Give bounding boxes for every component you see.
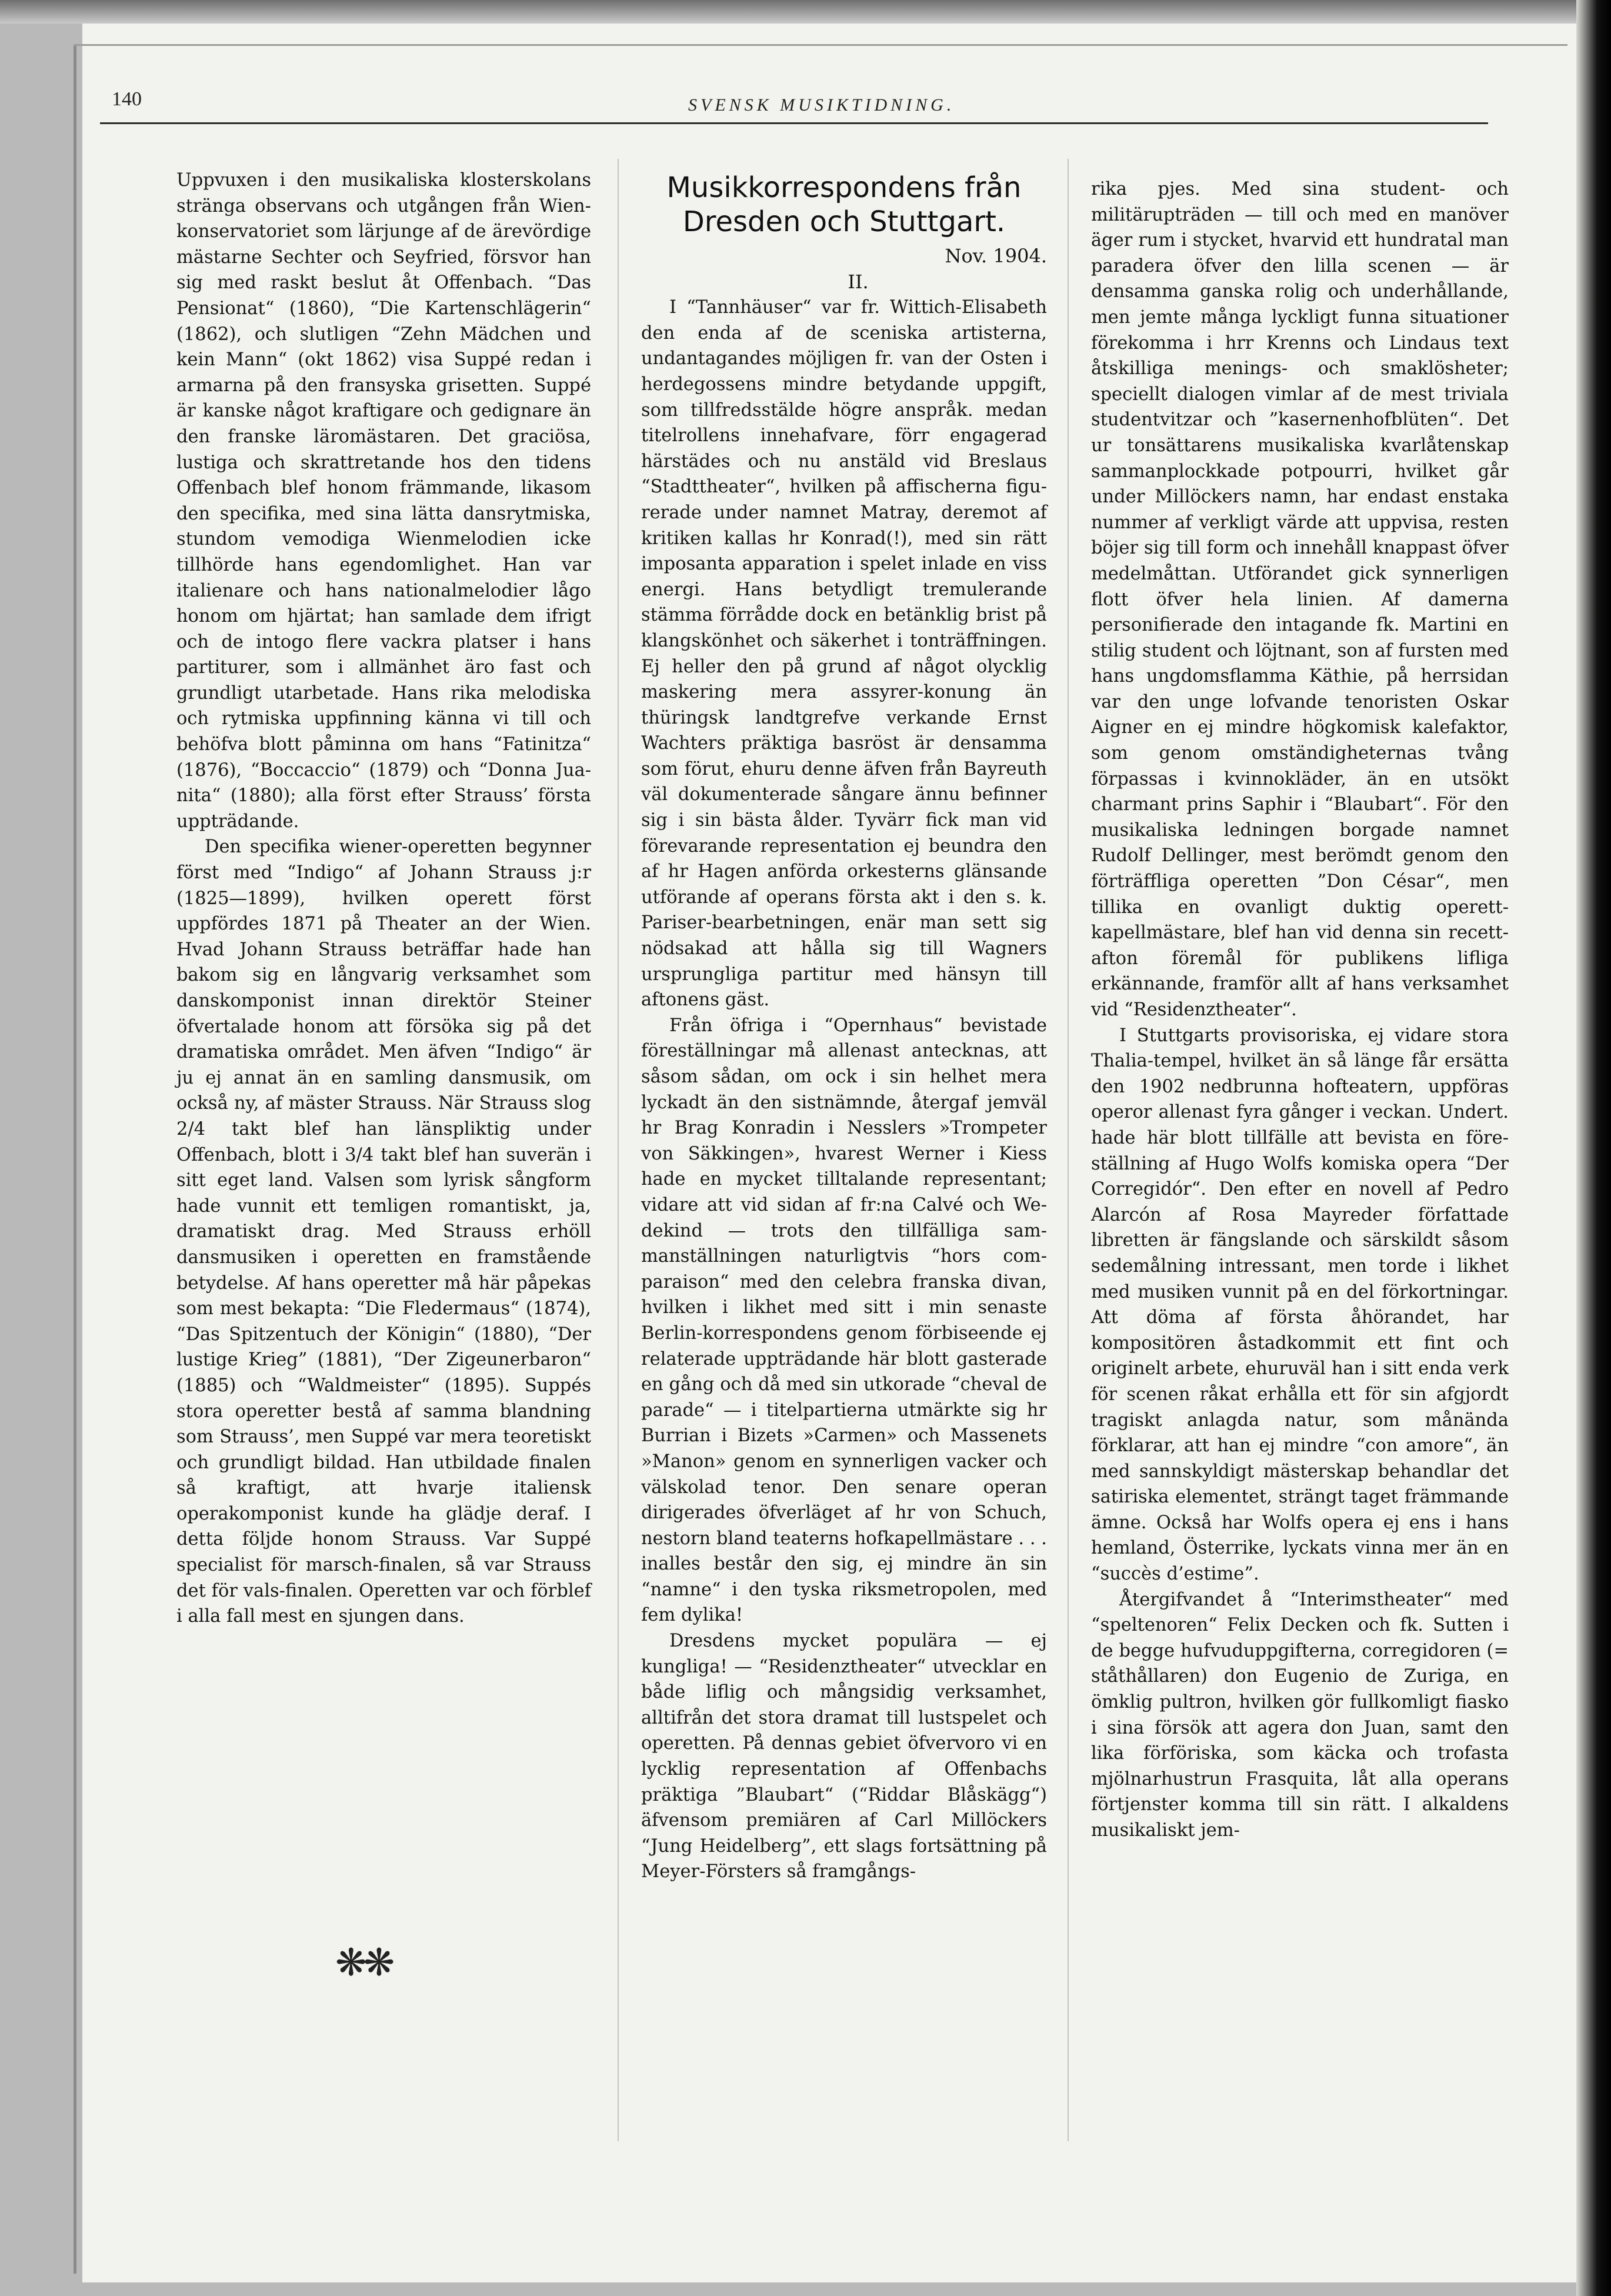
column-1 — [176, 168, 591, 1629]
paragraph: Uppvuxen i den musikaliska klosterskolans stränga observans och utgången från Wien-konservatoriet som lärjunge af de ärevördige mästarne Sechter och Seyfried, försvor han sig med raskt beslut åt Offenbach. “Das Pensionat“ (1860), “Die Kartenschlägerin“ (1862), och slutligen “Zehn Mädchen und kein Mann“ (okt 1862) visa Suppé redan i armarna på den fransyska grisetten. Suppé är kanske något kraftigare och gedignare än den franske läromästaren. Det graciösa, lustiga och skrattretande hos den tidens Offenbach blef honom främmande, likasom den specifika, med sina lätta dansrytmiska, stundom vemodiga Wienmelodien icke tillhörde hans egendomlighet. Han var italienare och hans nationalmelodier lågo honom om hjärtat; han samlade dem ifrigt och de intogo flere vackra platser i hans partiturer, som i allmänhet äro fast och grundligt utarbetade. Hans rika melodiska och rytmiska uppfinning känna vi till och behöfva blott påminna om hans “Fatinitza“ (1876), “Boccaccio“ (1879) och “Donna Juanita“ (1880); alla först efter Strauss’ första uppträdande. — [176, 170, 591, 832]
column-3 — [1091, 176, 1509, 1844]
paragraph: Dresdens mycket populära — ej kungliga! — “Residenztheater“ utvecklar en både liflig och mångsidig verksamhet, alltifrån det stora dramat till lustspelet och operetten. På dennas gebiet öfvervoro vi en lycklig representation af Offenbachs präktiga ”Blaubart“ (“Riddar Blåskägg“) äfvensom premiären af Carl Millöckers “Jung Heidelberg”, ett slags fortsättning på Meyer-Försters så framgångs- — [641, 1631, 1047, 1882]
paragraph: rika pjes. Med sina student- och militärupträden — till och med en manöver äger rum i stycket, hvarvid ett hundratal man paradera öfver den lilla scenen — är densamma ganska rolig och underhållande, men jemte många lyckligt funna situationer förekomma i hrr Krenns och Lindaus text åtskilliga menings- och smaklösheter; speciellt dialogen vimlar af de mest triviala studentvitzar och ”kasernenhofblüten“. Det ur tonsättarens musikaliska kvarlåtenskap sammanplockkade potpourri, hvilket går under Millöckers namn, har endast enstaka nummer af verkligt värde att uppvisa, resten böjer sig till form och innehåll knappast öfver medelmåttan. Utförandet gick synnerligen flott öfver hela linien. Af damerna personifierade den intagande fk. Martini en stilig student och löjtnant, son af fursten med hans ungdomsflamma Käthie, på herrsidan var den unge lofvande tenoristen Oskar Aigner en ej mindre högkomisk kalefaktor, som genom omständigheternas tvång förpassas i kvinnokläder, än en utsökt charmant prins Saphir i “Blaubart“. För den musikaliska ledningen borgade namnet Rudolf Dellinger, mest berömdt genom den förträffliga operetten ”Don César“, men tillika en ovanligt duktig operettkapellmästare, blef han vid denna sin recett-afton föremål för publikens lifliga erkännande, framför allt af hans verksamhet vid “Residenztheater“. — [1091, 179, 1509, 1020]
running-title: SVENSK MUSIKTIDNING. — [688, 95, 955, 115]
column-divider — [618, 159, 619, 2141]
scan-top-edge — [0, 0, 1611, 24]
column-2 — [641, 171, 1047, 1885]
book-spine — [1576, 0, 1611, 2296]
column-divider — [1068, 159, 1069, 2141]
paragraph: I Stuttgarts provisoriska, ej vidare stora Thalia-tempel, hvilket än så länge får ersätta den 1902 nedbrunna hofteatern, uppföras operor allenast fyra gånger i veckan. Undert. hade här blott tillfälle att bevista en föreställning af Hugo Wolfs komiska opera “Der Corregidór“. Den efter en novell af Pedro Alarcón af Rosa Mayreder författade libretten är fängslande och särskildt såsom sedemålning intressant, men torde i likhet med musiken vunnit på en del förkortningar. Att döma af första åhörandet, har kompositören åstadkommit ett fint och originelt arbete, ehuruväl han i sitt enda verk för scenen råkat erhålla ett för sin afgjordt tragiskt anlagda natur, som månända förklarar, att han ej mindre “con amore“, än med sannskyldigt mästerskap behandlar det satiriska elementet, strängt taget främmande ämne. Också har Wolfs opera ej ens i hans hemland, Österrike, lyckats vinna mer än en “succès d’estime”. — [1091, 1025, 1509, 1585]
page-frame-top — [74, 44, 1567, 46]
article-date: Nov. 1904. — [945, 245, 1047, 267]
page-number: 140 — [112, 88, 142, 110]
page-header — [100, 65, 1482, 115]
paragraph: Den specifika wiener-operetten begynner först med “Indigo“ af Johann Strauss j:r (1825—1899), hvilken operett först uppfördes 1871 på Theater an der Wien. Hvad Johann Strauss beträffar hade han bakom sig en långvarig verksamhet som danskomponist innan direktör Steiner öfvertalade honom att försöka sig på det dramatiska området. Men äfven “Indigo“ är ju ej annat än en samling dansmusik, om också ny, af mäster Strauss. När Strauss slog 2/4 takt blef han länspliktig under Offenbach, blott i 3/4 takt blef han suverän i sitt eget land. Valsen som lyrisk sångform hade vunnit ett temligen romantiskt, ja, dramatiskt drag. Med Strauss erhöll dansmusiken i operetten en framstående betydelse. Af hans operetter må här påpekas som mest bekapta: “Die Fledermaus“ (1874), “Das Spitzentuch der Königin“ (1880), “Der lustige Krieg” (1881), “Der Zigeunerbaron“ (1885) och “Waldmeister“ (1895). Suppés stora operetter bestå af samma blandning som Strauss’, men Suppé var mera teoretiskt och grundligt bildad. Han utbildade finalen så kraftigt, att hvarje italiensk operakomponist kunde ha glädje deraf. I detta följde honom Strauss. Var Suppé specialist för marsch-finalen, så var Strauss det för vals-finalen. Operetten var och förblef i alla fall mest en sjungen dans. — [176, 837, 591, 1627]
article-section: II. — [848, 270, 869, 293]
header-rule — [100, 122, 1488, 124]
ornament-icon: ❋❋ — [335, 1941, 392, 1985]
article-title: Musikkorrespondens från Dresden och Stuttgart. — [666, 171, 1022, 238]
page-frame-left — [74, 44, 76, 2274]
paragraph: I “Tannhäuser“ var fr. Wittich-Elisabeth den enda af de sceniska artisterna, undantagandes möjligen fr. van der Osten i herdegossens mindre betydande uppgift, som tillfredsstälde högre anspråk. medan titelrollens innehafvare, förr engagerad härstädes och nu anstäld vid Breslaus “Stadttheater“, hvilken på affischerna figurerade under namnet Matray, deremot af kritiken kallas hr Konrad(!), med sin rätt imposanta apparation i spelet inlade en viss energi. Hans betydligt tremulerande stämma förrådde dock en betänklig brist på klangskönhet och säkerhet i tonträffningen. Ej heller den på grund af något olycklig maskering mera assyrer-konung än thüringsk landtgrefve verkande Ernst Wachters präktiga basröst är densamma som förut, ehuru denne äfven från Bayreuth väl dokumenterade sångare ännu befinner sig i sin bästa ålder. Tyvärr fick man vid förevarande representation ej beundra den af hr Hagen anförda orkesterns glänsande utförande af operans första akt i den s. k. Pariser-bearbetningen, enär man sett sig nödsakad att hålla sig till Wagners ursprungliga partitur med hänsyn till aftonens gäst. — [641, 297, 1047, 1011]
paragraph: Återgifvandet å “Interimstheater“ med “speltenoren“ Felix Decken och fk. Sutten i de begge hufvuduppgifterna, corregidoren (= ståthållaren) don Eugenio de Zuriga, en ömklig pultron, hvilken gör fullkomligt fiasko i sina försök att agera don Juan, samt den lika förföriska, som käcka och trofasta mjölnarhustrun Frasquita, låt alla operans förtjenster komma till sin rätt. I alkaldens musikaliskt jem- — [1091, 1589, 1509, 1841]
paragraph: Från öfriga i “Opernhaus“ bevistade föreställningar må allenast antecknas, att såsom sådan, om ock i sin helhet mera lyckadt än den sistnämnde, återgaf jemväl hr Brag Konradin i Nesslers »Trompeter von Säkkingen», hvarest Werner i Kiess hade en mycket tilltalande representant; vidare att vid sidan af fr:na Calvé och Wedekind — trots den tillfälliga sammanställningen naturligtvis “hors comparaison“ med den celebra franska divan, hvilken i likhet med sitt i min senaste Berlin-korrespondens genom förbiseende ej relaterade uppträdande här blott gasterade en gång och då med sin utkorade “cheval de parade“ — i titelpartierna utmärkte sig hr Burrian i Bizets »Carmen» och Massenets »Manon» genom en synnerligen vacker och välskolad tenor. Den senare operan dirigerades öfverläget af hr von Schuch, nestorn bland teaterns hofkapellmästare . . . inalles består den sig, ej mindre än sin “namne“ i den tyska riksmetropolen, med fem dylika! — [641, 1015, 1047, 1626]
